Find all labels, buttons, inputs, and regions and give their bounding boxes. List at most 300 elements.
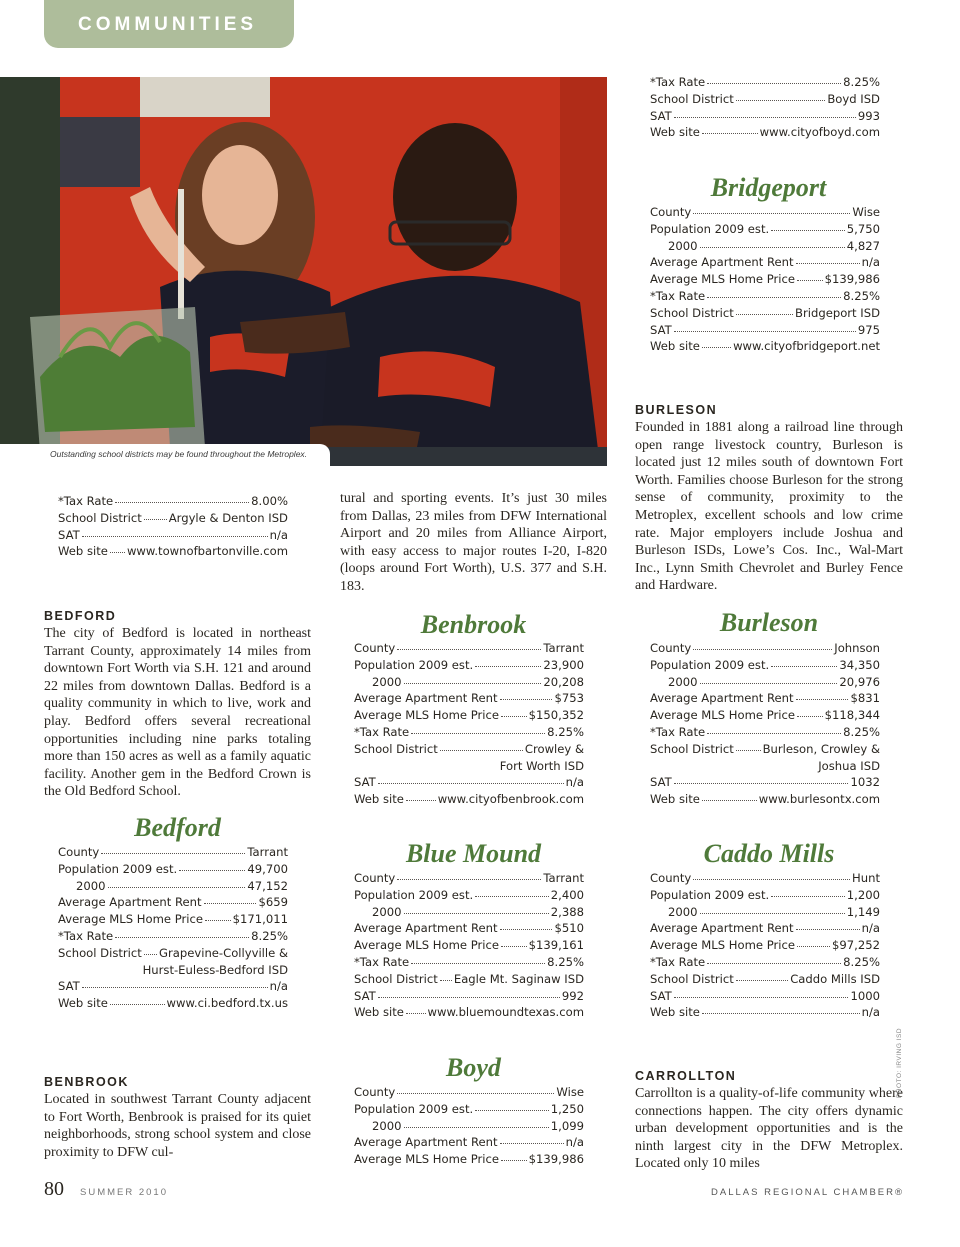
stat-value: n/a [861, 1005, 880, 1020]
dot-leader [674, 988, 849, 998]
stat-row [650, 339, 880, 356]
stat-row [650, 306, 880, 323]
stat-row [650, 905, 880, 922]
stat-label: Average MLS Home Price [354, 708, 500, 723]
dot-leader [501, 707, 527, 717]
stat-row [58, 979, 288, 996]
stat-label: SAT [354, 775, 376, 790]
stat-row [58, 946, 288, 963]
bedford-stats [58, 845, 288, 1013]
stat-value: www.ci.bedford.tx.us [166, 996, 288, 1011]
dot-leader [700, 238, 845, 248]
stat-row [650, 125, 880, 142]
stat-row [354, 675, 584, 692]
dot-leader [702, 1004, 860, 1014]
dot-leader [771, 887, 845, 897]
dot-leader [378, 988, 560, 998]
stat-row [650, 109, 880, 126]
stat-value: n/a [269, 979, 288, 994]
stat-row [354, 641, 584, 658]
stat-label: Average Apartment Rent [650, 255, 794, 270]
dot-leader [796, 920, 860, 930]
stat-label: School District [354, 971, 438, 986]
stat-row [58, 912, 288, 929]
stat-label: Web site [650, 125, 700, 140]
stat-label: Web site [650, 1005, 700, 1020]
bedford-section [44, 609, 311, 801]
stat-value: 20,208 [543, 674, 584, 689]
bedford-description: The city of Bedford is located in northeast Tarrant County, approximately 14 miles from downtown Fort Worth via S.H. 121 and around 22 miles from downtown Dallas. Bedford is a quality community in which to live, work and play. Bedford offers several recreational opportunities including nine parks totaling more than 150 acres as well as a family aquatic facility. Another gem in the Bedford Crown is the Old Bedford School. [44, 626, 311, 800]
dot-leader [501, 937, 527, 947]
caddo-mills-stats [650, 871, 880, 1022]
dot-leader [440, 741, 523, 751]
stat-value: 2,388 [550, 904, 584, 919]
dot-leader [797, 937, 830, 947]
stat-row [354, 888, 584, 905]
stat-value: n/a [565, 775, 584, 790]
stat-value: www.cityofbridgeport.net [733, 339, 880, 354]
students-photo [0, 77, 607, 466]
stat-row [58, 929, 288, 946]
stat-label: Average Apartment Rent [650, 691, 794, 706]
dot-leader [108, 878, 246, 888]
stat-row [650, 691, 880, 708]
stat-value: 993 [857, 108, 880, 123]
stat-row [650, 289, 880, 306]
stat-value-continued: Joshua ISD [818, 758, 880, 773]
dot-leader [82, 527, 268, 537]
stat-row [354, 1102, 584, 1119]
stat-label: 2000 [668, 674, 698, 689]
stat-row [354, 792, 584, 809]
stat-label: Average Apartment Rent [650, 921, 794, 936]
page-number: 80 [44, 1178, 64, 1200]
dot-leader [475, 887, 549, 897]
stat-label: *Tax Rate [354, 954, 410, 969]
stat-value: 23,900 [543, 657, 584, 672]
stat-row [650, 323, 880, 340]
dot-leader [378, 774, 564, 784]
stat-value: $150,352 [528, 708, 584, 723]
dot-leader [500, 1134, 564, 1144]
carrollton-description: Carrollton is a quality-of-life community where connections happen. The city offers dynamic urban development opportunities and is the ninth largest city in the DFW Metroplex. Located only 10 miles [635, 1086, 903, 1172]
dot-leader [736, 741, 761, 751]
carrollton-kicker: CARROLLTON [635, 1069, 737, 1083]
stat-value: 1,200 [846, 887, 880, 902]
stat-label: *Tax Rate [58, 494, 114, 508]
dot-leader [406, 1004, 426, 1014]
dot-leader [796, 254, 860, 264]
stat-label: School District [650, 741, 734, 756]
stat-value: 8.25% [843, 954, 880, 969]
stat-row [354, 1085, 584, 1102]
stat-row [650, 955, 880, 972]
stat-label: School District [354, 741, 438, 756]
stat-label: Average Apartment Rent [354, 691, 498, 706]
stat-row [354, 1119, 584, 1136]
dot-leader [101, 844, 245, 854]
stat-label: Average MLS Home Price [650, 708, 796, 723]
stat-value: 4,827 [846, 238, 880, 253]
dot-leader [797, 707, 823, 717]
dot-leader [700, 904, 845, 914]
stat-value: $659 [258, 895, 288, 910]
stat-label: County [650, 641, 692, 655]
stat-value: 20,976 [839, 674, 880, 689]
stat-value: www.cityofbenbrook.com [437, 792, 584, 807]
dot-leader [397, 640, 541, 650]
stat-label: Average Apartment Rent [354, 1135, 498, 1150]
stat-row [650, 205, 880, 222]
stat-row [650, 708, 880, 725]
stat-label: SAT [58, 979, 80, 994]
stat-value: $139,986 [528, 1152, 584, 1167]
stat-value: Tarrant [247, 845, 288, 859]
stat-value: Boyd ISD [827, 91, 880, 106]
bridgeport-stats [650, 205, 880, 356]
stat-value: 34,350 [839, 657, 880, 672]
blue-mound-stats [354, 871, 584, 1022]
students-photo-illustration [0, 77, 607, 466]
stat-value: Tarrant [543, 641, 584, 655]
dot-leader [110, 543, 125, 553]
stat-label: County [650, 871, 692, 885]
stat-value: n/a [861, 921, 880, 936]
stat-label: County [58, 845, 100, 859]
dot-leader [411, 954, 545, 964]
stat-row [58, 862, 288, 879]
stat-label: 2000 [668, 904, 698, 919]
stat-label: County [354, 1085, 396, 1099]
stat-label: Population 2009 est. [354, 887, 474, 902]
stat-row [354, 708, 584, 725]
stat-label: Web site [650, 792, 700, 807]
dot-leader [404, 1118, 549, 1128]
issue-label: SUMMER 2010 [80, 1187, 168, 1198]
stat-row [650, 871, 880, 888]
stat-row [650, 1005, 880, 1022]
stat-label: Average Apartment Rent [58, 895, 202, 910]
stat-value: Eagle Mt. Saginaw ISD [453, 971, 584, 986]
stat-value: 8.25% [251, 928, 288, 943]
stat-label: 2000 [372, 674, 402, 689]
stat-row [354, 955, 584, 972]
stat-value: 1,099 [550, 1118, 584, 1133]
stat-value: $139,161 [528, 938, 584, 953]
bridgeport-heading: Bridgeport [710, 173, 827, 202]
dot-leader [707, 74, 841, 84]
stat-value: Johnson [834, 641, 880, 655]
stat-row [354, 775, 584, 792]
stat-label: 2000 [372, 1118, 402, 1133]
dot-leader [500, 920, 553, 930]
stat-value: Wise [852, 205, 880, 219]
stat-value: $753 [554, 691, 584, 706]
stat-value: 1,250 [550, 1101, 584, 1116]
stat-label: Average MLS Home Price [650, 938, 796, 953]
stat-value: Tarrant [543, 871, 584, 885]
stat-row [650, 938, 880, 955]
benbrook-description-start: Located in southwest Tarrant County adjacent to Fort Worth, Benbrook is praised for its quiet neighborhoods, strong school system and close proximity to DFW cul- [44, 1092, 311, 1160]
stat-label: *Tax Rate [650, 724, 706, 739]
publication-name: DALLAS REGIONAL CHAMBER® [711, 1187, 904, 1198]
section-tab [44, 0, 294, 48]
stat-label: *Tax Rate [58, 928, 114, 943]
stat-value: 5,750 [846, 221, 880, 236]
dot-leader [397, 1084, 554, 1094]
stat-value: 49,700 [247, 861, 288, 876]
stat-row [354, 989, 584, 1006]
stat-label: Population 2009 est. [354, 1101, 474, 1116]
stat-label: County [354, 871, 396, 885]
stat-value-continued: Hurst-Euless-Bedford ISD [142, 962, 288, 977]
stat-label: School District [58, 510, 142, 525]
stat-value: 47,152 [247, 878, 288, 893]
stat-value: 8.25% [547, 954, 584, 969]
stat-value: 8.25% [843, 724, 880, 739]
photo-caption: Outstanding school districts may be found throughout the Metroplex. [50, 449, 308, 459]
stat-value: www.bluemoundtexas.com [427, 1005, 584, 1020]
stat-value: www.burlesontx.com [758, 792, 880, 807]
stat-label: *Tax Rate [650, 75, 706, 89]
stat-label: Average MLS Home Price [58, 912, 204, 927]
burleson-heading: Burleson [719, 608, 819, 637]
burleson-kicker: BURLESON [635, 403, 718, 417]
stat-row [354, 972, 584, 989]
stat-row [650, 792, 880, 809]
dot-leader [674, 322, 856, 332]
dot-leader [693, 640, 832, 650]
dot-leader [82, 978, 268, 988]
stat-row [650, 921, 880, 938]
stat-value: $118,344 [824, 708, 880, 723]
stat-value: Bridgeport ISD [795, 305, 880, 320]
dot-leader [736, 971, 788, 981]
stat-value: www.cityofboyd.com [759, 125, 880, 140]
stat-label: SAT [650, 322, 672, 337]
stat-label: Web site [58, 996, 108, 1011]
stat-label: Web site [354, 792, 404, 807]
stat-value: 1032 [850, 775, 880, 790]
stat-label: Population 2009 est. [650, 887, 770, 902]
stat-row [58, 996, 288, 1013]
dot-leader [404, 904, 549, 914]
stat-value: 2,400 [550, 887, 584, 902]
stat-label: Population 2009 est. [58, 861, 178, 876]
dot-leader [501, 1151, 527, 1161]
stat-value: 975 [857, 322, 880, 337]
dot-leader [707, 288, 841, 298]
dot-leader [205, 911, 231, 921]
stat-label: *Tax Rate [650, 954, 706, 969]
stat-value: Grapevine-Collyville & [159, 945, 288, 960]
dot-leader [144, 945, 157, 955]
stat-label: Average MLS Home Price [354, 938, 500, 953]
carrollton-section [635, 1069, 903, 1173]
stat-label: 2000 [668, 238, 698, 253]
stat-value: Crowley & [524, 741, 584, 756]
stat-value: Wise [556, 1085, 584, 1099]
dot-leader [771, 221, 845, 231]
stat-row [354, 725, 584, 742]
benbrook-section [44, 1075, 311, 1161]
boyd-stats [354, 1085, 584, 1169]
stat-row [354, 921, 584, 938]
burleson-stats [650, 641, 880, 809]
stat-value: n/a [269, 527, 288, 542]
stat-value: 1000 [850, 988, 880, 1003]
stat-row [650, 222, 880, 239]
stat-value: 8.25% [843, 288, 880, 303]
benbrook-heading: Benbrook [420, 610, 527, 639]
stat-row [650, 272, 880, 289]
dot-leader [179, 861, 245, 871]
stat-row [354, 905, 584, 922]
stat-label: SAT [354, 988, 376, 1003]
stat-row [650, 989, 880, 1006]
blue-mound-heading: Blue Mound [405, 839, 542, 868]
stat-value: n/a [861, 255, 880, 270]
stat-row [650, 675, 880, 692]
dot-leader [700, 674, 838, 684]
stat-value: 8.25% [843, 75, 880, 89]
stat-label: Average MLS Home Price [354, 1152, 500, 1167]
stat-value: $97,252 [832, 938, 880, 953]
stat-label: School District [650, 91, 734, 106]
stat-row [354, 871, 584, 888]
stat-row [650, 742, 880, 759]
stat-row [58, 879, 288, 896]
dot-leader [702, 791, 757, 801]
dot-leader [693, 204, 850, 214]
dot-leader [702, 124, 758, 134]
stat-row [650, 75, 880, 92]
stat-row [354, 1005, 584, 1022]
stat-row [650, 255, 880, 272]
stat-label: Population 2009 est. [354, 657, 474, 672]
stat-label: 2000 [76, 878, 106, 893]
benbrook-stats [354, 641, 584, 809]
stat-row [354, 938, 584, 955]
stat-label: SAT [58, 527, 80, 542]
stat-label: SAT [650, 775, 672, 790]
stat-value-continued: Fort Worth ISD [499, 758, 584, 773]
caddo-mills-heading: Caddo Mills [703, 839, 835, 868]
dot-leader [702, 338, 731, 348]
stat-row [650, 725, 880, 742]
stat-label: School District [58, 945, 142, 960]
dot-leader [707, 724, 841, 734]
dot-leader [440, 971, 452, 981]
bedford-heading: Bedford [134, 813, 221, 842]
stat-label: Average Apartment Rent [354, 921, 498, 936]
stat-label: Web site [58, 544, 108, 559]
stat-row [650, 972, 880, 989]
stat-label: County [354, 641, 396, 655]
benbrook-description-cont-wrap [340, 490, 607, 596]
photo-caption-bar [0, 444, 330, 466]
photo-credit: PHOTO: IRVING ISD [896, 1027, 903, 1098]
dot-leader [707, 954, 841, 964]
stat-row [650, 775, 880, 792]
boyd-heading: Boyd [446, 1053, 501, 1082]
stat-value: $171,011 [232, 912, 288, 927]
stat-row [58, 895, 288, 912]
stat-value: www.townofbartonville.com [126, 544, 288, 559]
stat-row [354, 1135, 584, 1152]
stat-value: 1,149 [846, 904, 880, 919]
dot-leader [144, 510, 167, 520]
dot-leader [406, 791, 436, 801]
stat-label: SAT [650, 108, 672, 123]
dot-leader [736, 305, 793, 315]
stat-row [650, 92, 880, 109]
dot-leader [475, 657, 541, 667]
stat-row [650, 239, 880, 256]
dot-leader [404, 674, 542, 684]
stat-row [354, 742, 584, 759]
dot-leader [411, 724, 545, 734]
dot-leader [796, 690, 849, 700]
stat-label: Population 2009 est. [650, 657, 770, 672]
stat-value: Burleson, Crowley & [762, 741, 880, 756]
stat-value: Caddo Mills ISD [790, 971, 880, 986]
boyd-stats-continued [650, 75, 880, 142]
stat-label: School District [650, 971, 734, 986]
stat-label: County [650, 205, 692, 219]
dot-leader [115, 493, 249, 503]
benbrook-description-cont: tural and sporting events. It’s just 30 miles from Dallas, 23 miles from DFW International Airport and 20 miles from Alliance Airport, with easy access to major routes I-20, I-820 (loops around Fort Worth), U.S. 377 and S.H. 183. [340, 491, 607, 594]
stat-row [354, 658, 584, 675]
dot-leader [110, 995, 165, 1005]
dot-leader [693, 870, 850, 880]
stat-label: *Tax Rate [354, 724, 410, 739]
dot-leader [771, 657, 837, 667]
section-tab-label: COMMUNITIES [78, 14, 258, 35]
stat-label: Average MLS Home Price [650, 272, 796, 287]
benbrook-kicker: BENBROOK [44, 1075, 129, 1089]
stat-value: Argyle & Denton ISD [168, 510, 288, 525]
dot-leader [397, 870, 541, 880]
stat-value: 992 [561, 988, 584, 1003]
stat-row [650, 641, 880, 658]
dot-leader [797, 271, 823, 281]
stat-row [354, 691, 584, 708]
stat-row [58, 511, 288, 528]
bedford-kicker: BEDFORD [44, 609, 117, 623]
stat-value: 8.00% [251, 494, 288, 508]
stat-row [58, 528, 288, 545]
stat-label: Web site [650, 339, 700, 354]
stat-value: Hunt [852, 871, 880, 885]
stat-label: School District [650, 305, 734, 320]
dot-leader [475, 1101, 549, 1111]
stat-label: 2000 [372, 904, 402, 919]
stat-label: SAT [650, 988, 672, 1003]
stat-row [650, 888, 880, 905]
stat-value: $831 [850, 691, 880, 706]
bartonville-stats-continued [58, 494, 288, 561]
stat-row [650, 658, 880, 675]
dot-leader [204, 894, 257, 904]
stat-row [58, 845, 288, 862]
stat-label: Web site [354, 1005, 404, 1020]
stat-value: $139,986 [824, 272, 880, 287]
dot-leader [674, 108, 856, 118]
stat-value: 8.25% [547, 724, 584, 739]
stat-row [58, 544, 288, 561]
stat-value: $510 [554, 921, 584, 936]
